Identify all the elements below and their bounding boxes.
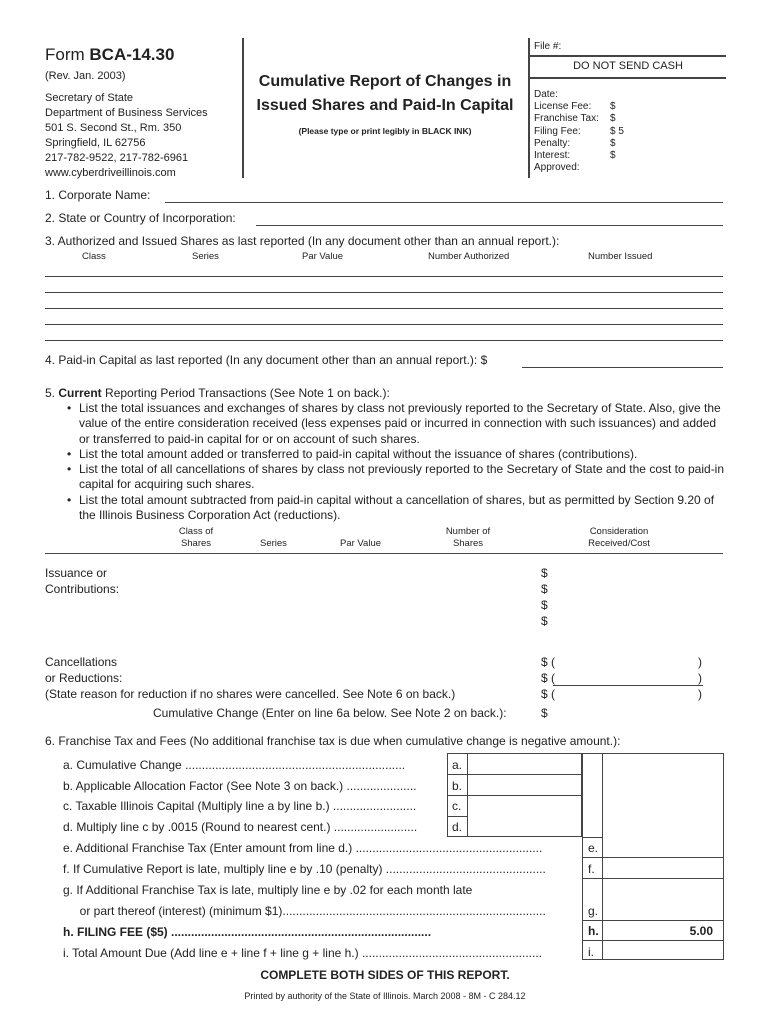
amount-row [541, 670, 706, 686]
fee-row [534, 162, 624, 174]
heading-rest: Reporting Period Transactions (See Note 1 on back.): [101, 386, 390, 400]
fee-row [534, 126, 624, 138]
state-incorporation-label: 2. State or Country of Incorporation: [45, 211, 236, 225]
fee-value: $ [610, 150, 616, 162]
line-6a: a. Cumulative Change .................................................................. [63, 758, 406, 772]
current-period-heading [45, 386, 390, 400]
letter-i: i. [588, 945, 594, 959]
cumulative-change-label: Cumulative Change (Enter on line 6a below. See Note 2 on back.): [153, 706, 507, 720]
fee-label: Approved: [534, 162, 580, 174]
col-number-of-shares [438, 526, 498, 550]
col-number-issued: Number Issued [588, 251, 653, 262]
instruction-bullet: • List the total issuances and exchanges of shares by class not previously reported to the Secretary of State. Also, give the value of the entire consideration received (less expenses paid or incurred in connection with such issuances) and added or transferred to paid-in capital for or on account of such shares. [79, 401, 725, 447]
cancel-underline[interactable] [553, 685, 703, 686]
col-consideration [574, 526, 664, 550]
paid-in-capital-field[interactable] [522, 367, 723, 368]
fee-row [534, 89, 624, 101]
entry-6a[interactable] [468, 754, 581, 774]
franchise-tax-heading: 6. Franchise Tax and Fees (No additional franchise tax is due when cumulative change is negative amount.): [45, 734, 621, 748]
fee-value: $ [610, 101, 616, 113]
line-6g-2: or part thereof (interest) (minimum $1)............................................................................... [63, 904, 546, 918]
transaction-header-rule [45, 553, 723, 554]
printed-authority: Printed by authority of the State of Illinois. March 2008 - 8M - C 284.12 [244, 991, 526, 1001]
report-title-line: Cumulative Report of Changes in [258, 73, 512, 90]
letter-c: c. [452, 799, 462, 813]
entry-6e[interactable] [603, 838, 723, 857]
line-6e: e. Additional Franchise Tax (Enter amount from line d.) ........................................................ [63, 841, 543, 855]
col-text: Number of [445, 526, 491, 537]
col-series: Series [192, 251, 219, 262]
paid-in-capital-label: 4. Paid-in Capital as last reported (In any document other than an annual report.): $ [45, 353, 488, 367]
office-line: www.cyberdriveillinois.com [45, 167, 176, 179]
col-number-authorized: Number Authorized [428, 251, 510, 262]
col-class-of-shares [166, 526, 226, 550]
line-6c: c. Taxable Illinois Capital (Multiply line a by line b.) ......................... [63, 799, 417, 813]
dollar-sign: $ [541, 614, 548, 628]
line-6h: h. FILING FEE ($5) .............................................................................. [63, 925, 432, 939]
cancellation-amounts [541, 654, 706, 702]
dollar-sign: $ [541, 598, 548, 612]
shares-entry-line[interactable] [45, 292, 723, 293]
corporate-name-field[interactable] [165, 202, 723, 203]
amount-row [541, 654, 706, 670]
entry-6c[interactable] [468, 796, 581, 816]
line-6f: f. If Cumulative Report is late, multiply line e by .10 (penalty) ................................................ [63, 862, 546, 876]
fee-label: Penalty: [534, 137, 571, 149]
no-cash-notice: DO NOT SEND CASH [573, 60, 683, 72]
entry-6b[interactable] [468, 775, 581, 795]
label-line: Contributions: [45, 582, 120, 596]
report-title-line: Issued Shares and Paid-In Capital [256, 97, 514, 114]
issuance-amounts [541, 565, 548, 629]
entry-6i[interactable] [603, 941, 723, 959]
instruction-bullet: • List the total amount added or transferred to paid-in capital without the issuance of shares (contributions). [79, 447, 725, 462]
cancellation-label [45, 654, 455, 702]
fee-row [534, 138, 624, 150]
col-text: Received/Cost [588, 538, 650, 549]
box-row-divider [582, 837, 602, 838]
fee-row [534, 101, 624, 113]
line-6d: d. Multiply line c by .0015 (Round to nearest cent.) ......................... [63, 820, 418, 834]
letter-e: e. [588, 841, 599, 855]
close-paren: ) [698, 655, 702, 669]
office-line: 501 S. Second St., Rm. 350 [45, 122, 182, 134]
item-number: 5. [45, 386, 59, 400]
fee-row [534, 150, 624, 162]
line-6b: b. Applicable Allocation Factor (See Note 3 on back.) ..................... [63, 779, 417, 793]
letter-f: f. [588, 862, 595, 876]
fee-row [534, 113, 624, 125]
shares-entry-line[interactable] [45, 324, 723, 325]
cumulative-dollar: $ [541, 706, 548, 720]
file-number-field[interactable] [530, 55, 726, 57]
col-text: Class of [178, 526, 214, 537]
office-address [45, 91, 208, 181]
header-divider-right [528, 38, 530, 178]
ink-instruction: (Please type or print legibly in BLACK INK) [298, 126, 472, 136]
form-number: BCA-14.30 [89, 45, 175, 64]
fee-label: Interest: [534, 150, 571, 162]
complete-both-sides: COMPLETE BOTH SIDES OF THIS REPORT. [260, 968, 510, 982]
corporate-name-label: 1. Corporate Name: [45, 188, 151, 202]
shares-entry-line[interactable] [45, 276, 723, 277]
office-use-fees [534, 89, 624, 174]
box-row-divider [447, 816, 467, 817]
issuance-label [45, 565, 119, 597]
col-text: Shares [452, 538, 484, 549]
label-line: (State reason for reduction if no shares were cancelled. See Note 6 on back.) [45, 687, 456, 701]
letter-d: d. [452, 820, 463, 834]
fee-value: $ 5 [610, 125, 624, 137]
instruction-bullet: • List the total of all cancellations of shares by class not previously reported to the Secretary of State and the cost to paid-in capital for acquiring such shares. [79, 462, 725, 493]
fee-label: License Fee: [534, 101, 592, 113]
dollar-sign: $ [541, 582, 548, 596]
fee-label: Franchise Tax: [534, 113, 599, 125]
form-title [45, 45, 174, 65]
current-emphasis: Current [58, 386, 102, 400]
label-line: Cancellations [45, 655, 118, 669]
col-series: Series [260, 538, 287, 549]
shares-entry-line[interactable] [45, 340, 723, 341]
col-par-value: Par Value [340, 538, 382, 549]
dollar-sign: $ [541, 566, 548, 580]
col-text: Consideration [589, 526, 649, 537]
transaction-column-headers [0, 526, 770, 552]
close-paren: ) [698, 671, 702, 685]
entry-6f[interactable] [603, 858, 723, 878]
fee-value: $ [610, 113, 616, 125]
office-line: Department of Business Services [45, 107, 208, 119]
label-line: or Reductions: [45, 671, 123, 685]
col-par-value: Par Value [302, 251, 344, 262]
shares-column-headers [0, 251, 770, 265]
form-prefix: Form [45, 45, 90, 64]
office-line: Secretary of State [45, 92, 134, 104]
authorized-shares-label: 3. Authorized and Issued Shares as last reported (In any document other than an annual report.): [45, 234, 560, 248]
close-paren: ) [698, 687, 702, 701]
office-line: Springfield, IL 62756 [45, 137, 146, 149]
fee-label: Filing Fee: [534, 125, 581, 137]
dollar-paren: $ ( [541, 671, 556, 685]
entry-6d[interactable] [468, 817, 581, 836]
file-number-label: File #: [534, 41, 562, 52]
letter-g: g. [588, 904, 599, 918]
entry-6g[interactable] [603, 879, 723, 920]
office-line: 217-782-9522, 217-782-6961 [45, 152, 189, 164]
line-6g-1: g. If Additional Franchise Tax is late, multiply line e by .02 for each month late [63, 883, 473, 897]
col-text: Shares [180, 538, 212, 549]
letter-h: h. [588, 924, 599, 938]
filing-fee-amount: 5.00 [689, 924, 713, 938]
no-cash-underline [530, 77, 726, 79]
state-incorporation-field[interactable] [256, 225, 723, 226]
letter-b: b. [452, 779, 463, 793]
letter-a: a. [452, 758, 463, 772]
box-row-divider [582, 920, 724, 921]
col-class: Class [82, 251, 106, 262]
header-divider-left [242, 38, 244, 178]
fee-label: Date: [534, 89, 558, 100]
amount-row [541, 686, 706, 702]
line-6i: i. Total Amount Due (Add line e + line f + line g + line h.) ...................................................... [63, 946, 542, 960]
current-period-instructions [63, 401, 725, 523]
dollar-paren: $ ( [541, 687, 556, 701]
dollar-paren: $ ( [541, 655, 556, 669]
label-line: Issuance or [45, 566, 108, 580]
shares-entry-line[interactable] [45, 308, 723, 309]
fee-value: $ [610, 137, 616, 149]
report-title [246, 70, 524, 118]
instruction-bullet: • List the total amount subtracted from paid-in capital without a cancellation of shares, but as permitted by Section 9.20 of the Illinois Business Corporation Act (reductions). [79, 493, 725, 524]
revision-date: (Rev. Jan. 2003) [45, 70, 126, 82]
